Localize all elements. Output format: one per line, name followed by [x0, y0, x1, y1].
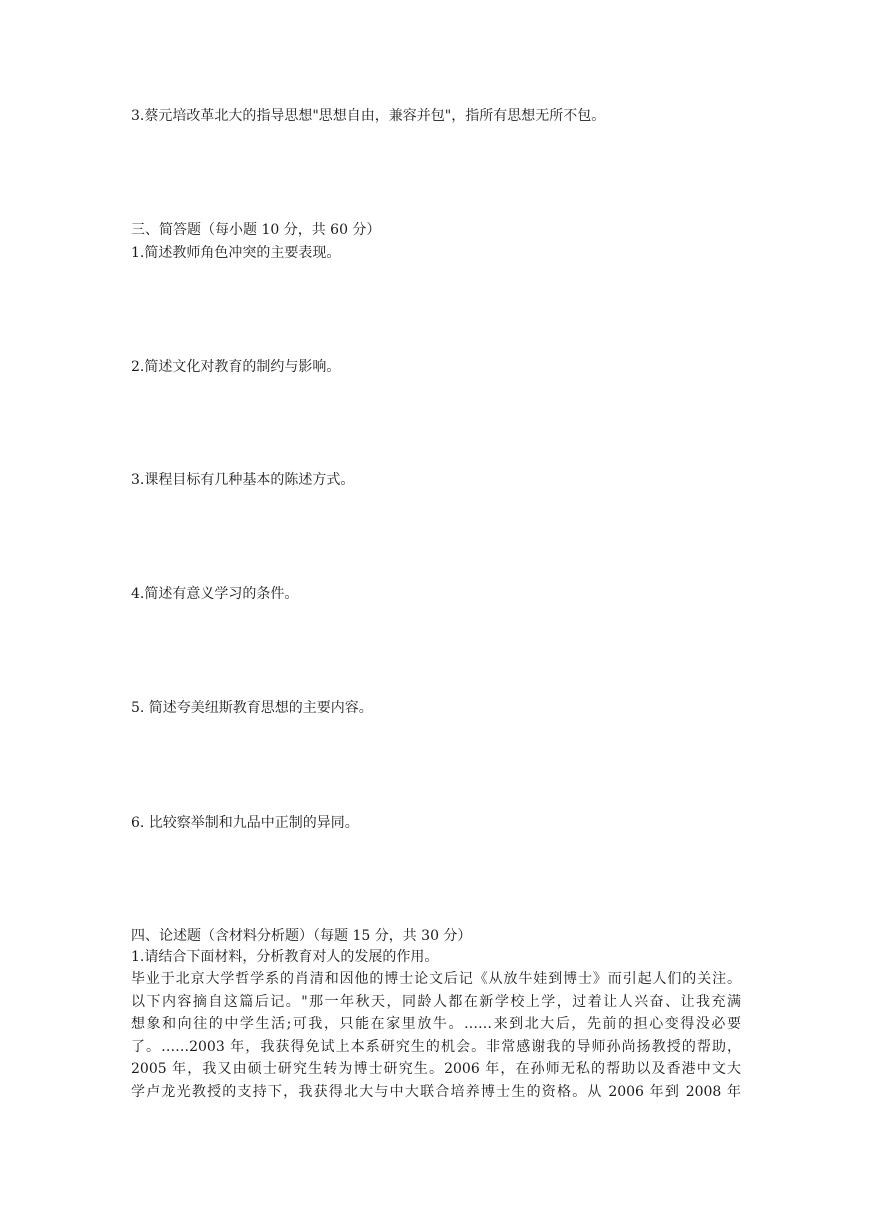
essay-question-1-prompt: 1.请结合下面材料，分析教育对人的发展的作用。 [131, 949, 439, 965]
essay-material-passage [131, 968, 741, 1103]
material-line: 学卢龙光教授的支持下，我获得北大与中大联合培养博士生的资格。从 2006 年到 2008 年 [131, 1083, 741, 1100]
material-line: 毕业于北京大学哲学系的肖清和因他的博士论文后记《从放牛娃到博士》而引起人们的关注。 [131, 971, 741, 987]
material-line: 想象和向往的中学生活;可我，只能在家里放牛。……来到北大后，先前的担心变得没必要 [131, 1016, 741, 1032]
short-answer-question-3: 3.课程目标有几种基本的陈述方式。 [131, 472, 355, 488]
short-answer-question-2: 2.简述文化对教育的制约与影响。 [131, 359, 341, 375]
section-heading-short-answer: 三、简答题（每小题 10 分，共 60 分） [131, 222, 381, 238]
short-answer-question-6: 6. 比较察举制和九品中正制的异同。 [131, 815, 359, 831]
material-line: 以下内容摘自这篇后记。"那一年秋天，同龄人都在新学校上学，过着让人兴奋、让我充满 [131, 993, 741, 1010]
material-line: 2005 年，我又由硕士研究生转为博士研究生。2006 年，在孙师无私的帮助以及香港中文大 [131, 1061, 741, 1077]
short-answer-question-1: 1.简述教师角色冲突的主要表现。 [131, 245, 341, 261]
short-answer-question-5: 5. 简述夸美纽斯教育思想的主要内容。 [131, 700, 373, 716]
section-heading-essay: 四、论述题（含材料分析题）（每题 15 分，共 30 分） [131, 928, 472, 944]
true-false-item-3: 3.蔡元培改革北大的指导思想"思想自由，兼容并包"，指所有思想无所不包。 [131, 108, 606, 124]
short-answer-question-4: 4.简述有意义学习的条件。 [131, 586, 299, 602]
material-line: 了。……2003 年，我获得免试上本系研究生的机会。非常感谢我的导师孙尚扬教授的帮助， [131, 1038, 741, 1055]
